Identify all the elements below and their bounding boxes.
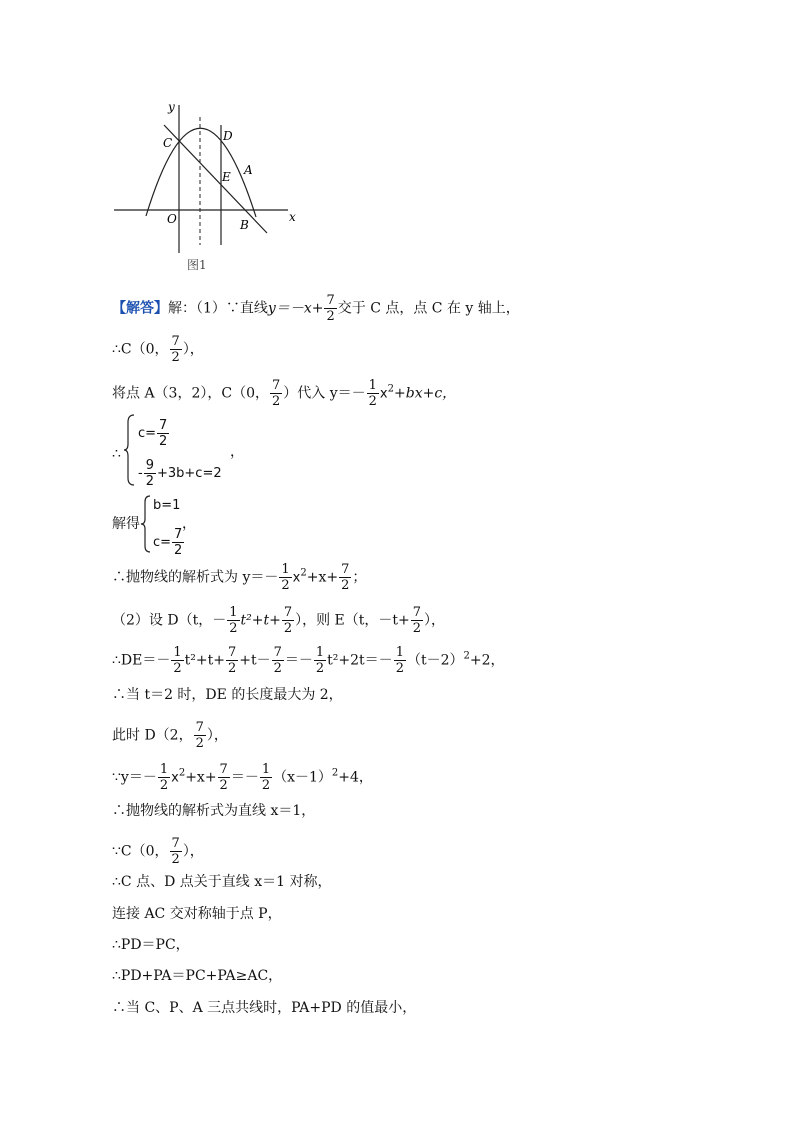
solution-line-15: 连接 AC 交对称轴于点 P， — [112, 906, 282, 922]
solution-line-2: ∴C（0， $\frac{7}{2}$ ）， — [112, 334, 204, 365]
solution-line-16: ∴PD＝PC， — [112, 937, 190, 953]
solution-line-7: （2）设 D（t，－ $\frac{1}{2}$ t²+t+ $\frac{7}{2}$ ），则 E（t，－t+ $\frac{7}{2}$ ）， — [112, 605, 446, 636]
solution-line-9: ∴当 t＝2 时，DE 的长度最大为 2， — [112, 687, 343, 703]
solution-line-12: ∴抛物线的解析式为直线 x＝1， — [112, 803, 316, 819]
parabola-figure — [110, 95, 310, 260]
solution-line-11: ∵y＝－ $\frac{1}{2}$ $x^2+x+$ $\frac{7}{2}$ ＝－ $\frac{1}{2}$ $(x-1)^2+4$， — [112, 762, 373, 793]
label-x: x — [289, 210, 296, 224]
system-1-comma: ， — [230, 444, 244, 460]
system-2-eq-2: c= $\frac{7}{2}$ — [153, 527, 183, 558]
solution-line-4-prefix: ∴ — [112, 446, 121, 462]
figure-caption: 图1 — [187, 258, 207, 272]
system-2-eq-1: b=1 — [153, 498, 181, 513]
solution-line-6: ∴抛物线的解析式为 y＝－ $\frac{1}{2}$ $x^2+x+$ $\frac{7}{2}$ ； — [112, 562, 367, 593]
solution-line-10: 此时 D（2， $\frac{7}{2}$ ）， — [112, 720, 228, 751]
solution-line-14: ∴C 点、D 点关于直线 x＝1 对称， — [112, 874, 332, 890]
solution-line-17: ∴PD+PA＝PC+PA≥AC， — [112, 968, 283, 984]
label-c: C — [163, 136, 173, 150]
label-d: D — [223, 129, 233, 143]
system-1-eq-1: c= $\frac{7}{2}$ — [138, 418, 168, 449]
label-o: O — [167, 212, 177, 226]
system-brace-1 — [124, 414, 136, 486]
solution-line-5-prefix: 解得 — [112, 516, 140, 532]
solution-line-18: ∴当 C、P、A 三点共线时，PA+PD 的值最小， — [112, 1000, 417, 1016]
solution-line-3: 将点 A（3，2），C（0， $\frac{7}{2}$ ）代入 y＝－ $\frac{1}{2}$ $x^2+bx+c$， — [112, 378, 457, 409]
label-y: y — [168, 100, 175, 114]
solution-line-1: 【解答】解：（1）∵直线y＝－x+ $\frac{7}{2}$ 交于 C 点，点 C 在 y 轴上， — [112, 293, 520, 324]
solution-line-8: ∴DE＝－ $\frac{1}{2}$ t²+t+ $\frac{7}{2}$ +t－ $\frac{7}{2}$ ＝－ $\frac{1}{2}$ t²+2t＝－ $\frac{1}{2}$ $(t-2)^2+2$， — [112, 645, 505, 676]
system-2-comma: ， — [182, 516, 196, 532]
label-a: A — [244, 163, 253, 177]
solution-line-13: ∵C（0， $\frac{7}{2}$ ）， — [112, 836, 204, 867]
label-e: E — [222, 170, 231, 184]
system-brace-2 — [141, 495, 151, 553]
system-1-eq-2: - $\frac{9}{2}$ +3b+c=2 — [138, 458, 222, 489]
answer-label: 【解答】 — [112, 300, 168, 317]
label-b: B — [240, 218, 249, 232]
